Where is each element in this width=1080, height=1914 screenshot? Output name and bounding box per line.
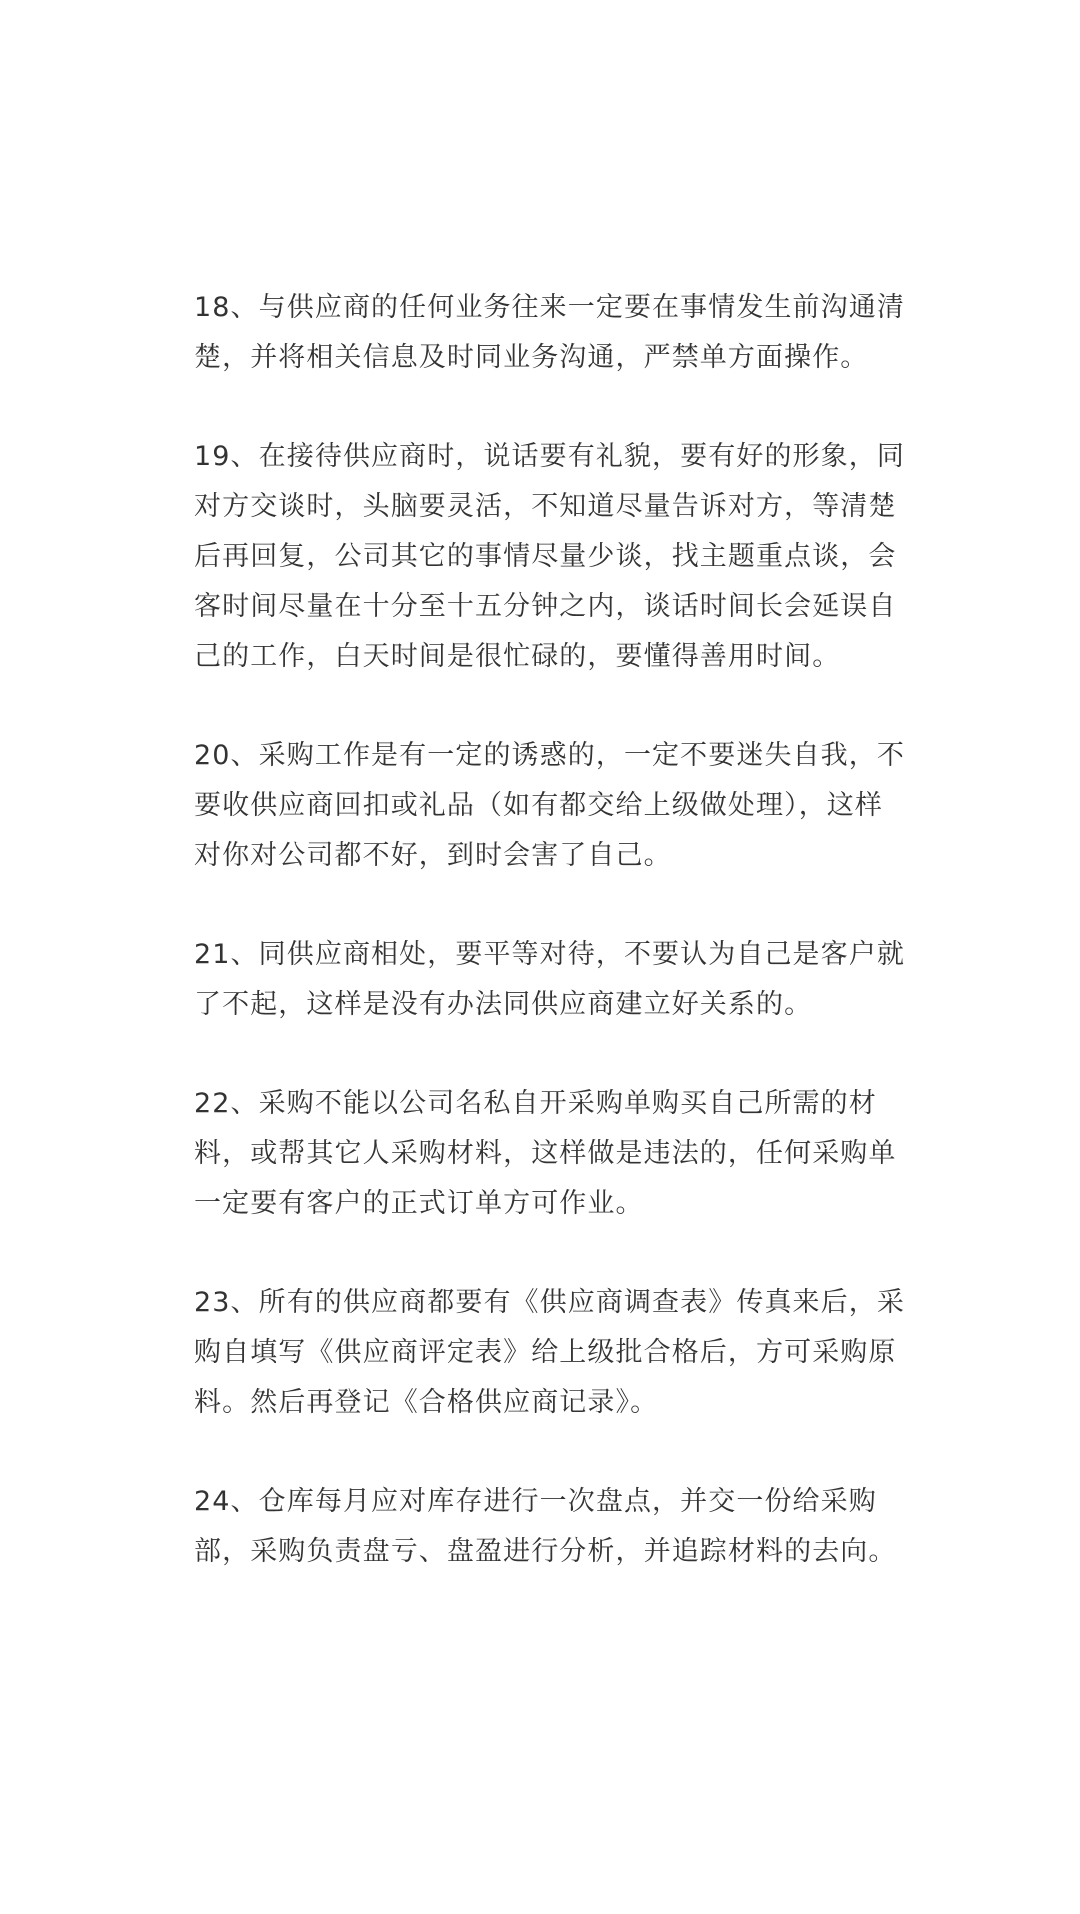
rule-paragraph-19 (194, 432, 905, 682)
paragraph-line: 22、采购不能以公司名私自开采购单购买自己所需的材 (194, 1088, 877, 1119)
paragraph-line: 料。然后再登记《合格供应商记录》。 (194, 1387, 659, 1418)
paragraph-line: 19、在接待供应商时，说话要有礼貌，要有好的形象，同 (194, 441, 905, 472)
paragraph-line: 20、采购工作是有一定的诱惑的，一定不要迷失自我，不 (194, 740, 905, 771)
paragraph-line: 后再回复，公司其它的事情尽量少谈，找主题重点谈，会 (194, 541, 897, 572)
rule-paragraph-22 (194, 1079, 897, 1229)
document-body (194, 283, 905, 1626)
paragraph-line: 对你对公司都不好，到时会害了自己。 (194, 840, 672, 871)
paragraph-line: 购自填写《供应商评定表》给上级批合格后，方可采购原 (194, 1337, 897, 1368)
paragraph-line: 18、与供应商的任何业务往来一定要在事情发生前沟通清 (194, 292, 905, 323)
rule-paragraph-18 (194, 283, 905, 383)
paragraph-line: 21、同供应商相处，要平等对待，不要认为自己是客户就 (194, 939, 905, 970)
paragraph-line: 楚，并将相关信息及时同业务沟通，严禁单方面操作。 (194, 342, 869, 373)
rule-paragraph-24 (194, 1477, 897, 1577)
paragraph-line: 一定要有客户的正式订单方可作业。 (194, 1188, 644, 1219)
paragraph-line: 了不起，这样是没有办法同供应商建立好关系的。 (194, 989, 813, 1020)
rule-paragraph-23 (194, 1278, 905, 1428)
rule-paragraph-21 (194, 930, 905, 1030)
paragraph-line: 对方交谈时，头脑要灵活，不知道尽量告诉对方，等清楚 (194, 491, 897, 522)
paragraph-line: 24、仓库每月应对库存进行一次盘点，并交一份给采购 (194, 1486, 877, 1517)
rule-paragraph-20 (194, 731, 905, 881)
paragraph-line: 料，或帮其它人采购材料，这样做是违法的，任何采购单 (194, 1138, 897, 1169)
paragraph-line: 23、所有的供应商都要有《供应商调查表》传真来后，采 (194, 1287, 905, 1318)
paragraph-line: 部，采购负责盘亏、盘盈进行分析，并追踪材料的去向。 (194, 1536, 897, 1567)
paragraph-line: 要收供应商回扣或礼品（如有都交给上级做处理），这样 (194, 790, 883, 821)
paragraph-line: 己的工作，白天时间是很忙碌的，要懂得善用时间。 (194, 641, 841, 672)
paragraph-line: 客时间尽量在十分至十五分钟之内，谈话时间长会延误自 (194, 591, 897, 622)
